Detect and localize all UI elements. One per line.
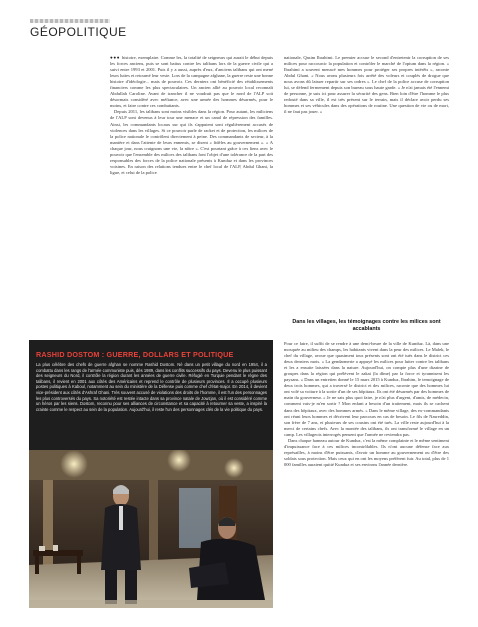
rubric-decorative-bar xyxy=(30,19,110,23)
article-paragraph: histoire, exemplaire. Comme les, la totalité de seigneurs qui aurait le début depuis les forces anciens, puis se sont battus contre les talibans lors de la guerre civile qui a suivi entre 1993 et 2001. Puis il y a aussi, auprès d'eux, d'anciens talibans qui ont mené leurs luttes et retourné leur veste. Lors de la campagne afghane, la guerre reste une bonne histoire d'idéologie... mais de pouvoir. Ces derniers ont bénéficié des rétablissements financiers comme les plus spectaculaires. Un ancien allié au pouvoir local reconnaît Abdullah Caroline. Avant de trancher il ne voudrait pas que le nord de l'ALP soit désormais considéré avec méfiance, avec une armée des hommes désarmés, pour le moins, et faire contre ces combattants. xyxy=(110,55,273,109)
article-column-right xyxy=(284,55,449,315)
sidebar-box xyxy=(29,340,273,608)
lead-bullet-icon: ●●● xyxy=(110,55,122,60)
article-paragraph: nationale, Qasim Ibrahimi. Le premier accuse le second d'entretenir la corruption de ses milices pour raccourcir la population et contrôler le marché de l'opium dans la région. « Ibrahimi a souvent menacé mes hommes pour protéger ses propres intérêts », raconte Abdul Ghani. « Nous avons plusieurs fois arrêté des voleurs et couplés de drogue que nous avons dû laisser repartir sur ses ordres ». Le chef de la police accuse de corruption lui, se défend fermement depuis son bureau sous haute garde. « Je n'ai jamais été l'ennemi de personne, je suis ici pour assurer la sécurité des gens. Bien loin d'être l'homme le plus redouté dans sa ville, il est très présent sur le terrain, mais il déclare avoir perdu ses hommes et ses véhicules dans des opérations de routine. Une question de vie ou de mort, il ne faut pas jouer. » xyxy=(284,55,449,115)
sidebar-title: RASHID DOSTOM : GUERRE, DOLLARS ET POLITIQUE xyxy=(36,350,234,359)
article-column-left xyxy=(110,55,273,338)
article-paragraph: Depuis 2011, les talibans sont moins visibles dans la région. Pour autant, les miliciens de l'ALP sont devenus à leur tour une menace et un canal de répression des familles. Ainsi, les commandants locaux sur qui ils s'appuient sont régulièrement accusés de violences dans les villages. Si ce pouvoir parle de racket et de protection, les milices de la police nationale le contrôlent directement à peine. Des commandants de secteur, à la manière et dans l'attente de leurs ennemis, se disent « fidèles au gouvernement ». « A chaque jour, nous craignons une vie, la nôtre ». C'est pourtant grâce à ces liens avec le pouvoir que l'ensemble des milices des talibans font l'objet d'une tolérance de la part des responsables des forces de la police nationale présents à Kunduz et dans les provinces voisines. En raison des relations tendues entre le chef local de l'ALP, Abdul Ghani, la ligue, et celui de la police xyxy=(110,109,273,175)
article-paragraph: Dans chaque hameau autour de Kunduz, c'est la même complainte et le même sentiment d'impuissance face à ces milices incontrôlables. Ils n'ont aucune défense face aux représailles, à moins d'être puissants, d'avoir un homme au gouvernement ou d'être des soldats sous protection. Mais ceux qui en ont les moyens préfèrent fuir. Au total, plus de 1 000 familles auraient quitté Kunduz et ses environs l'année dernière. xyxy=(284,437,449,467)
article-subheading: Dans les villages, les témoignages contre les milices sont accablants xyxy=(292,319,441,332)
sidebar-photo xyxy=(29,450,273,608)
article-paragraph: Pour ce faire, il suffit de se rendre à une demi-heure de la ville de Kunduz. Là, dans une mosquée au milieu des champs, les habitants vivent dans la peur des milices. Le Malek, le chef du village, avoue que quasiment tous présents sont ont été tués dans le district ces deux derniers mois. « La gendarmerie a appuyé les milices pour lutter contre les talibans et les a ensuite laissées dans la nature. Aujourd'hui, on compte plus d'une dizaine de groupes dans la région qui prélèvent le zakat (la dîme) par la force et tyrannisent les paysans. » Dans un entretien donné le 15 mars 2015 à Kunduz, Ibrahim, le temoignage de deux trois hommes, qui a traversé le district et des milices, raconte que des hommes lui ont volé sa voiture à la sortie d'un de ses hôpitaux. Ils ont été désarmés par des hommes de main du gouverneur. « Je ne sais plus quoi faire, je n'ai plus d'argent, d'amis, de médecin, comment vais-je m'en sortir ? Mon enfant a besoin d'un traitement, mais ils se cachent dans des hôpitaux, avec des hommes armés. » Dans le même village, des ex-commandants ont réuni leurs hommes et décrivent leur parcours en cas de besoin. Le fils de Nasreddin, son frère de 7 ans, et plusieurs de ses cousins ont été tués. La ville reste aujourd'hui à la merci de certains chefs. Avec la montée des talibans, ils ont transformé le village en un camp. Les villageois interrogés pensent que l'armée ne reviendra pas. xyxy=(284,341,449,437)
sidebar-text: La plus célèbre des chefs de guerre afghan se nomme Rashid Dostom. Né dans un petit village du nord en 1954, il a combattu dans les rangs de l'armée communiste puis, dès 1989, dans les conflits successifs du pays. Devenu le plus puissant des seigneurs du Nord, il contrôle la région durant les années de guerre civile. Réfugié en Turquie pendant le règne des talibans, il revient en 2001 aux côtés des Américains et reprend le contrôle de plusieurs provinces. Il a occupé plusieurs postes politiques à Kaboul, notamment au sein du ministère de la Défense puis comme chef d'état-major. En 2014, il devient vice-président aux côtés d'Ashraf Ghani. Très souvent accusé de violations des droits de l'homme, il est l'un des personnages les plus controversés du pays. Sa notoriété est restée intacte dans sa province natale de Jowzjan, où il est considéré comme un héros par les siens. Dostom, reconnu pour ses alliances de circonstance et sa capacité à retourner sa veste, a inspiré la crainte comme le respect au sein de la population. Aujourd'hui, il reste l'un des personnages clés de la vie politique du pays. xyxy=(36,362,267,412)
section-rubric: GÉOPOLITIQUE xyxy=(30,25,127,39)
article-column-right-continued xyxy=(284,341,449,609)
